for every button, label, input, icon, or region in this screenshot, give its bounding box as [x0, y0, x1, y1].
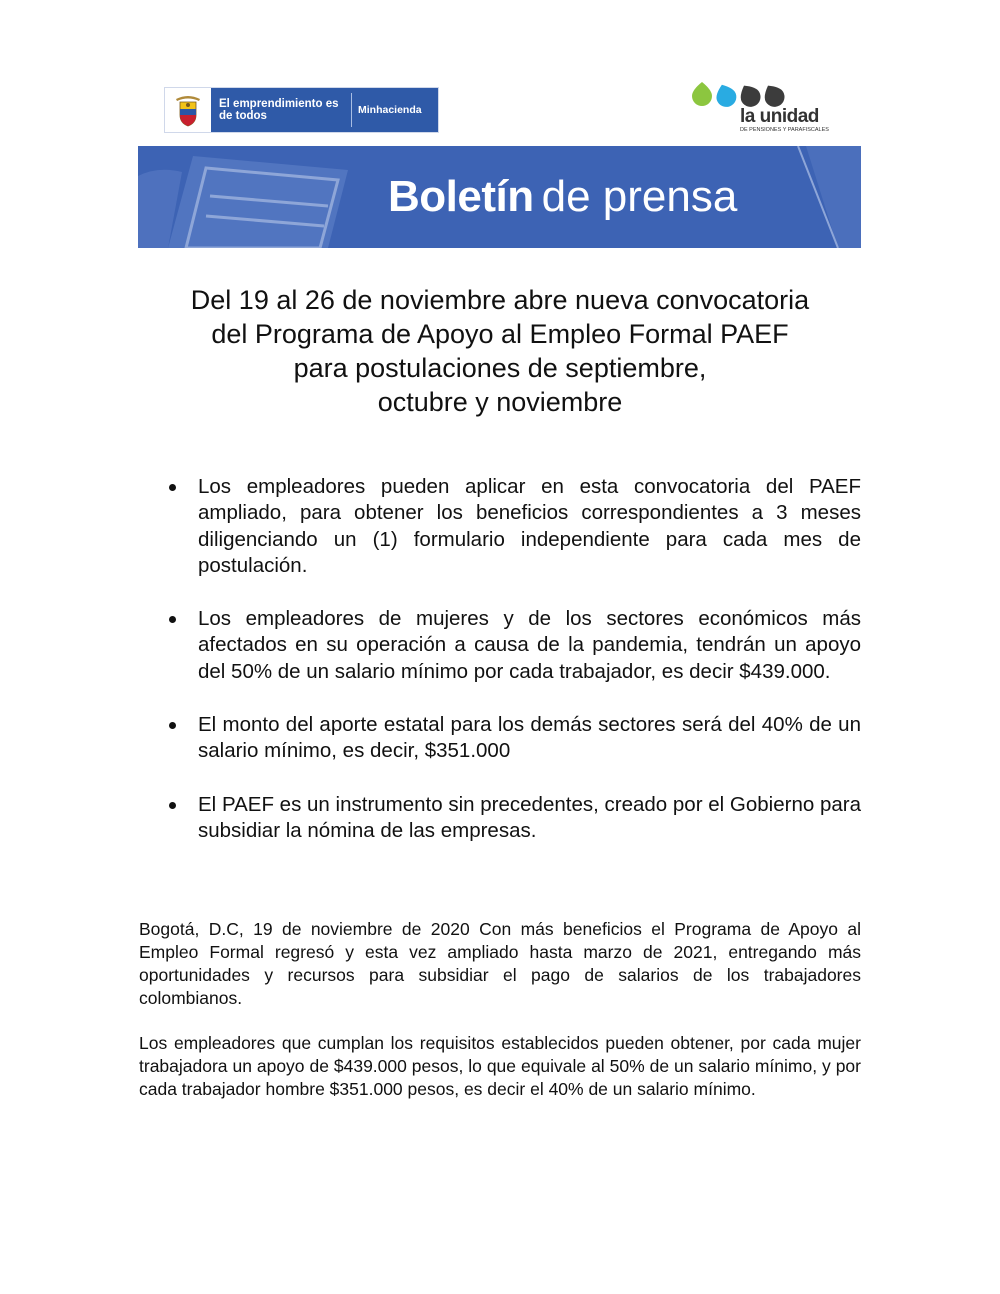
logo-divider [351, 93, 352, 127]
key-points-list [164, 474, 861, 871]
ministry-name: Minhacienda [358, 104, 422, 116]
la-unidad-logo [690, 80, 836, 136]
body-paragraph-2: Los empleadores que cumplan los requisitos establecidos pueden obtener, por cada mujer trabajadora un apoyo de $439.000 pesos, lo que equivale al 50% de un salario mínimo, y por cada trabajador hombre $351.000 pesos, es decir el 40% de un salario mínimo. [139, 1033, 861, 1099]
la-unidad-name: la unidad [740, 106, 819, 127]
list-item-text: El PAEF es un instrumento sin precedentes, creado por el Gobierno para subsidiar la nómina de las empresas. [198, 792, 861, 842]
headline-line: del Programa de Apoyo al Empleo Formal PAEF [211, 319, 789, 349]
la-unidad-subtitle: DE PENSIONES Y PARAFISCALES [740, 127, 829, 133]
bullet-icon [169, 802, 176, 809]
list-item-text: Los empleadores pueden aplicar en esta convocatoria del PAEF ampliado, para obtener los beneficios correspondientes a 3 meses diligenciando un (1) formulario independiente para cada mes de postulación. [198, 475, 861, 577]
headline-line: para postulaciones de septiembre, [293, 353, 707, 383]
logo-tagline: El emprendimiento es de todos [219, 98, 339, 122]
bullet-icon [169, 616, 176, 623]
headline-line: Del 19 al 26 de noviembre abre nueva convocatoria [190, 285, 810, 315]
colombia-coat-of-arms-icon [165, 88, 211, 132]
bullet-icon [169, 722, 176, 729]
press-release-banner [138, 146, 861, 248]
headline-line: octubre y noviembre [377, 387, 623, 417]
list-item-text: Los empleadores de mujeres y de los sectores económicos más afectados en su operación a causa de la pandemia, tendrán un apoyo del 50% de un salario mínimo por cada trabajador, es decir $439.000. [198, 607, 861, 683]
government-logo [164, 87, 439, 133]
banner-title-bold: Boletín [388, 172, 534, 221]
body-paragraph-1: Bogotá, D.C, 19 de noviembre de 2020 Con más beneficios el Programa de Apoyo al Empleo Formal regresó y esta vez ampliado hasta marzo de 2021, entregando más oportunidades y recursos para subsidiar el pago de salarios de los trabajadores colombianos. [139, 919, 861, 1008]
headline [130, 283, 870, 419]
list-item [164, 474, 861, 579]
list-item [164, 792, 861, 845]
banner-title [388, 172, 737, 222]
list-item [164, 712, 861, 765]
banner-title-light: de prensa [541, 172, 738, 221]
list-item [164, 606, 861, 685]
list-item-text: El monto del aporte estatal para los demás sectores será del 40% de un salario mínimo, es decir, $351.000 [198, 713, 861, 763]
bullet-icon [169, 484, 176, 491]
